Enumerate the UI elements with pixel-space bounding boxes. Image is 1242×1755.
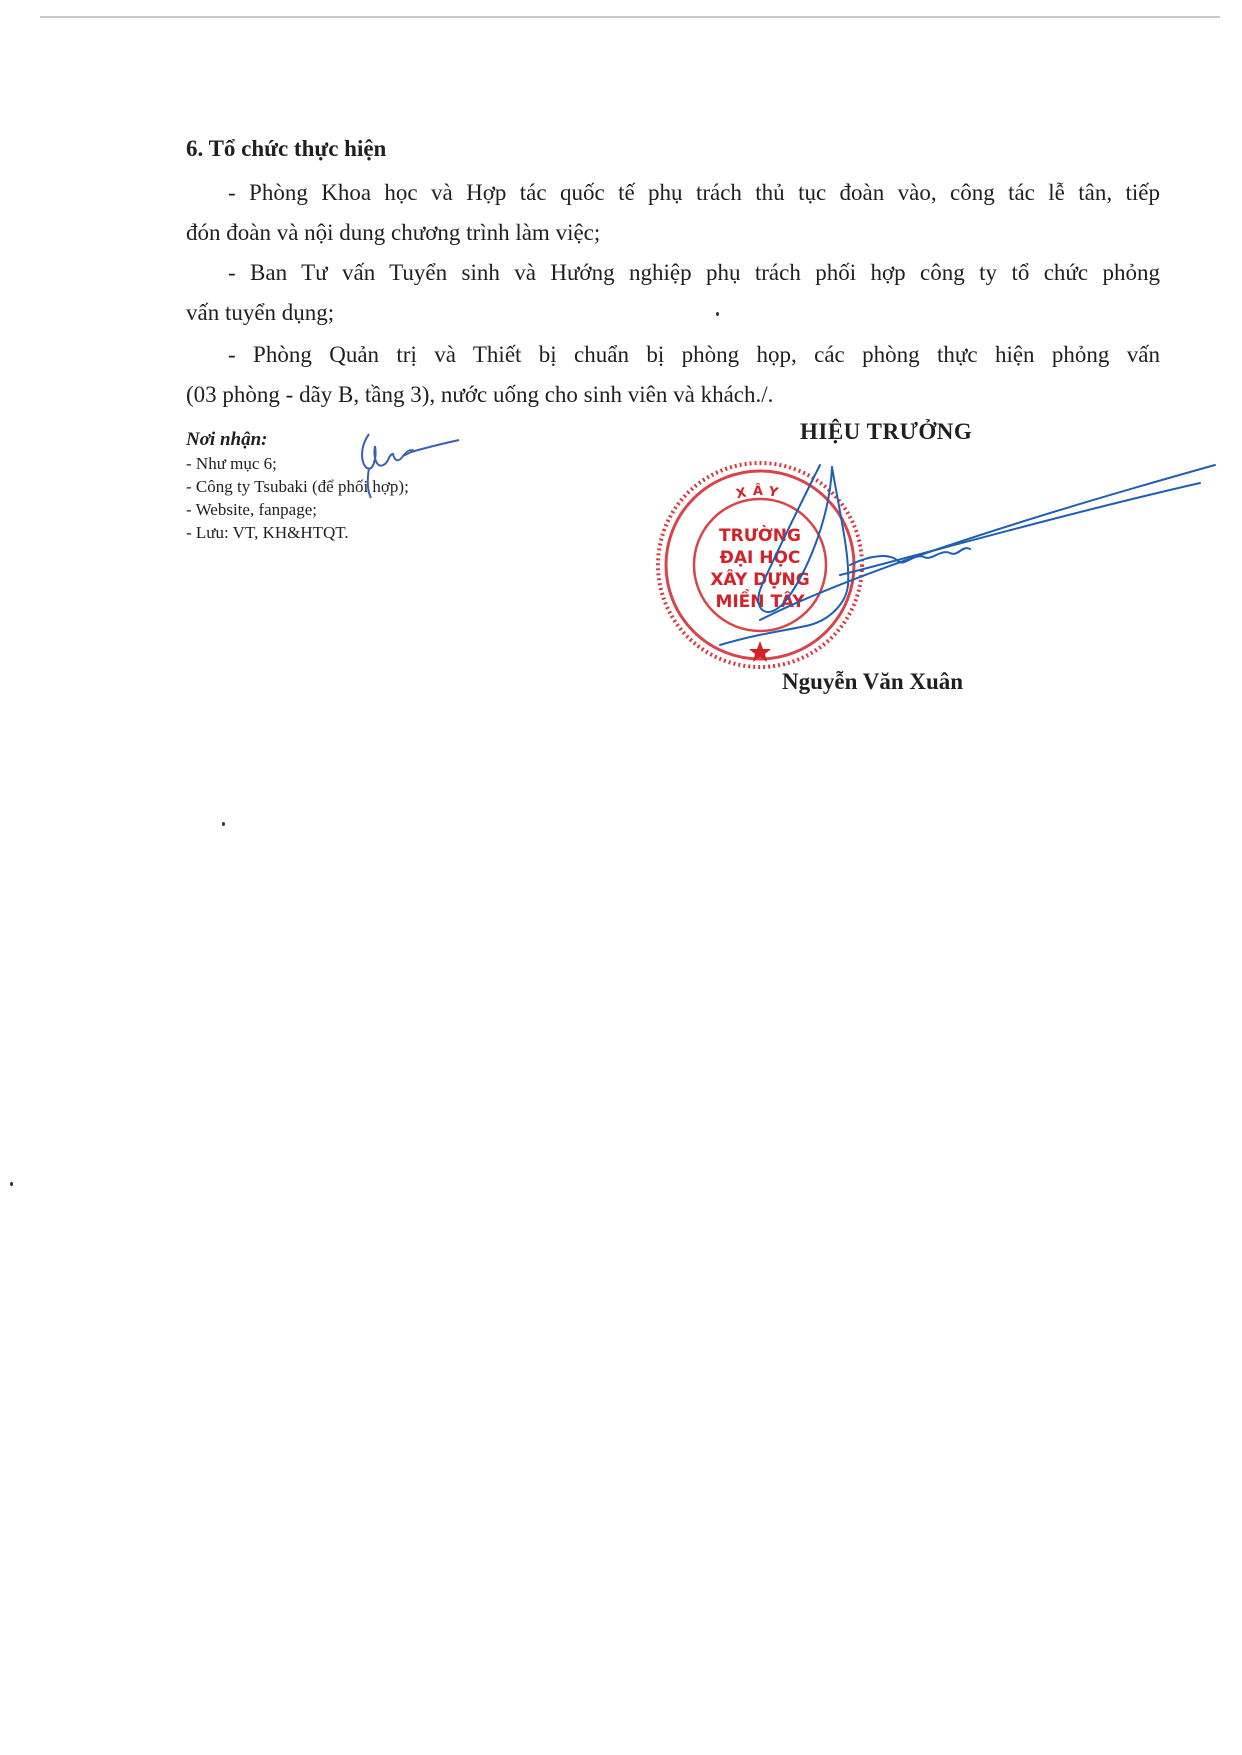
stamp-arc-text: XÂY [734,483,786,503]
recipient-item: - Công ty Tsubaki (để phối hợp); [186,477,409,496]
paragraph-line: - Phòng Khoa học và Hợp tác quốc tế phụ trách thủ tục đoàn vào, công tác lễ tân, tiếp [228,180,1160,205]
recipient-item: - Lưu: VT, KH&HTQT. [186,523,349,542]
section-heading: 6. Tổ chức thực hiện [186,136,387,161]
scan-speck [10,1182,13,1186]
paragraph-line: - Ban Tư vấn Tuyển sinh và Hướng nghiệp phụ trách phối hợp công ty tổ chức phỏng [228,260,1160,285]
stamp-line: TRƯỜNG [719,526,801,546]
initials-signature [355,428,465,500]
scan-speck [222,822,225,826]
scan-speck [716,312,719,316]
recipients-title: Nơi nhận: [186,429,268,450]
paragraph-line: (03 phòng - dãy B, tầng 3), nước uống cho sinh viên và khách./. [186,382,774,407]
paragraph-line: - Phòng Quản trị và Thiết bị chuẩn bị phòng họp, các phòng thực hiện phỏng vấn [228,342,1160,367]
stamp-line: ĐẠI HỌC [719,548,801,568]
paragraph [186,335,1160,415]
stamp-line: XÂY DỰNG [710,570,810,590]
handwritten-signature [700,445,1220,665]
paragraph [186,173,1160,253]
recipient-item: - Như mục 6; [186,454,277,473]
signer-name: Nguyễn Văn Xuân [782,669,964,694]
paragraph-line: đón đoàn và nội dung chương trình làm việc; [186,220,601,245]
scan-top-edge [40,16,1220,18]
stamp-line: MIỀN TÂY [715,592,805,612]
paragraph [186,253,1160,333]
paragraph-line: vấn tuyển dụng; [186,300,335,325]
signer-title: HIỆU TRƯỞNG [800,419,973,444]
recipient-item: - Website, fanpage; [186,500,317,519]
